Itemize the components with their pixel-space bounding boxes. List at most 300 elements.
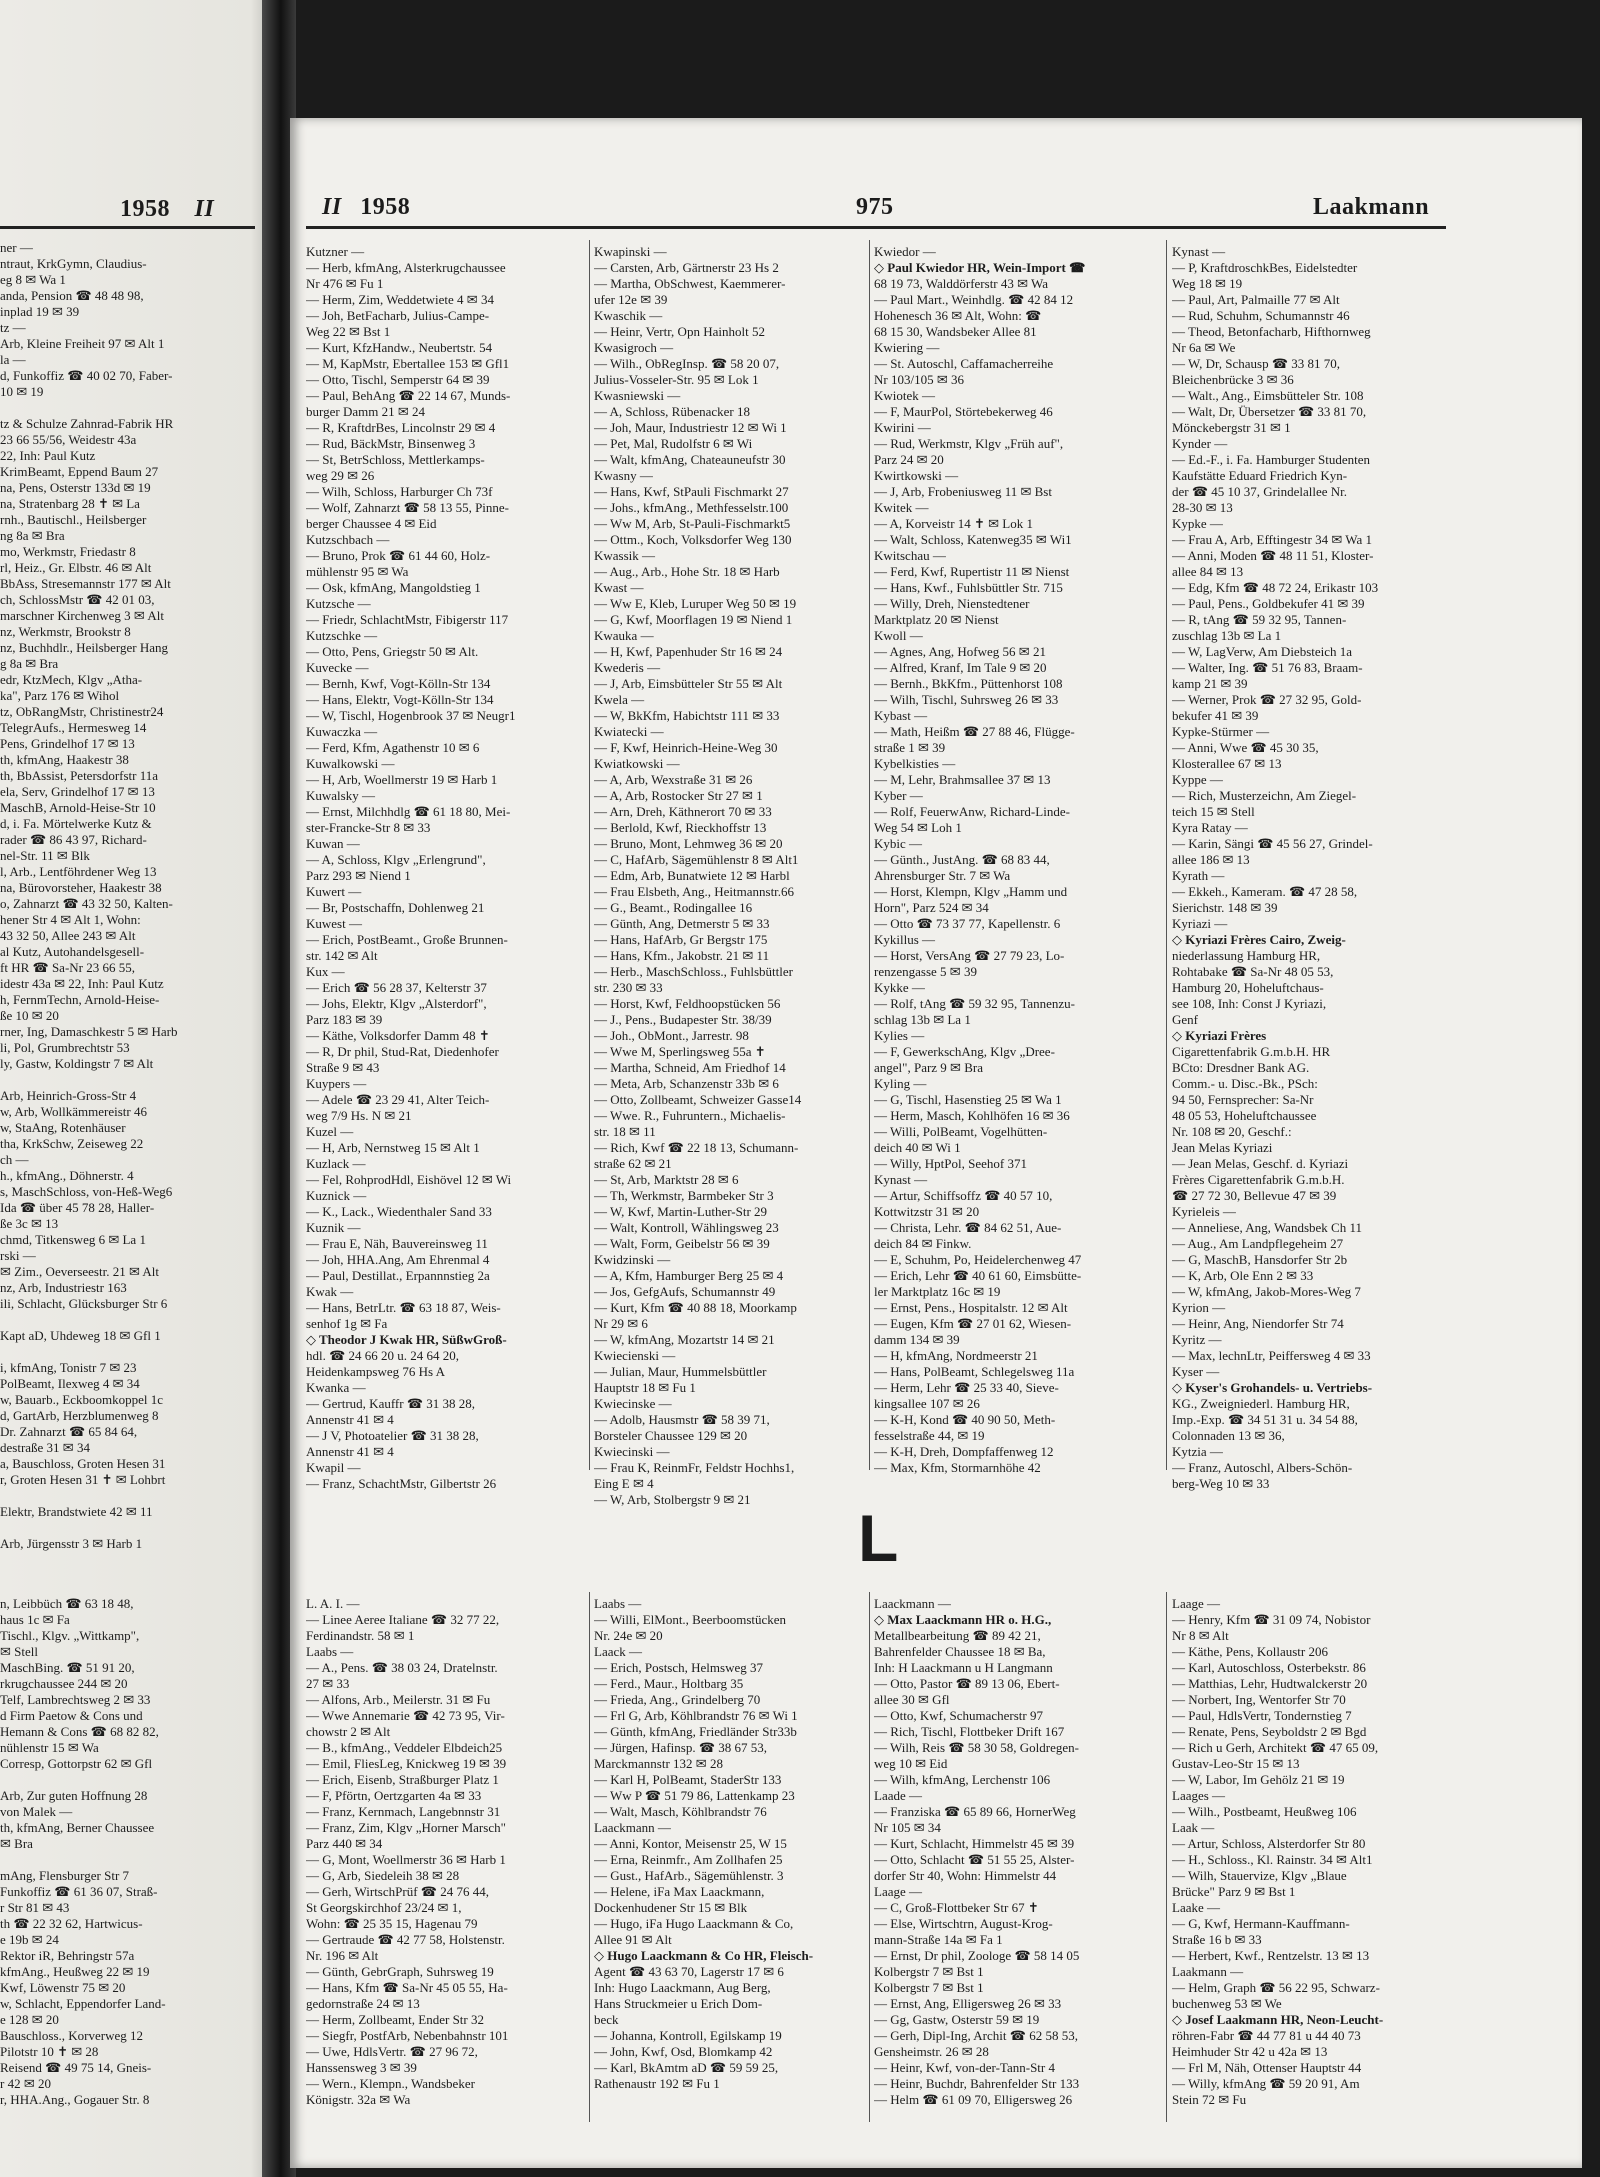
directory-entry-line: Eing E ✉ 4	[594, 1476, 654, 1491]
directory-entry-line: — Wilh, Tischl, Suhrsweg 26 ✉ 33	[874, 692, 1059, 707]
surname-heading: Kyriazi —	[1172, 916, 1228, 931]
surname-heading: Kypke-Stürmer —	[1172, 724, 1270, 739]
directory-entry-line: — Horst, VersAng ☎ 27 79 23, Lo-	[874, 948, 1065, 963]
directory-entry-line: anda, Pension ☎ 48 48 98,	[0, 288, 144, 303]
left-header-page: 1958	[120, 196, 170, 222]
directory-entry-line: — Ekkeh., Kameram. ☎ 47 28 58,	[1172, 884, 1358, 899]
directory-entry-line: kfmAng., Heußweg 22 ✉ 19	[0, 1964, 150, 1979]
directory-entry-line: — Ottm., Koch, Volksdorfer Weg 130	[594, 532, 792, 547]
surname-heading: Laack —	[594, 1644, 643, 1659]
directory-entry-line: — Wwe Annemarie ☎ 42 73 95, Vir-	[306, 1708, 505, 1723]
directory-entry-line: Ferdinandstr. 58 ✉ 1	[306, 1628, 415, 1643]
directory-entry-line: 27 ✉ 33	[306, 1676, 350, 1691]
directory-entry-line: — Paul, BehAng ☎ 22 14 67, Munds-	[306, 388, 511, 403]
surname-heading: Kuwaczka —	[306, 724, 378, 739]
header-section: II	[322, 194, 342, 220]
directory-entry-line: — A, Kfm, Hamburger Berg 25 ✉ 4	[594, 1268, 784, 1283]
directory-entry-line: — Helm ☎ 61 09 70, Elligersweg 26	[874, 2092, 1073, 2107]
left-page-edge	[0, 0, 285, 2177]
directory-entry-line: — Gerh, WirtschPrüf ☎ 24 76 44,	[306, 1884, 489, 1899]
directory-entry-line: ◇ Max Laackmann HR o. H.G.,	[874, 1612, 1052, 1627]
directory-entry-line: hener Str 4 ✉ Alt 1, Wohn:	[0, 912, 141, 927]
directory-entry-line: see 108, Inh: Const J Kyriazi,	[1172, 996, 1327, 1011]
directory-entry-line: — Willy, HptPol, Seehof 371	[874, 1156, 1027, 1171]
directory-entry-line: d Firm Paetow & Cons und	[0, 1708, 143, 1723]
directory-entry-line: allee 30 ✉ Gfl	[874, 1692, 950, 1707]
surname-heading: Kyrion —	[1172, 1300, 1226, 1315]
directory-entry-line: — Frl M, Näh, Ottenser Hauptstr 44	[1172, 2060, 1362, 2075]
directory-entry-line: Corresp, Gottorpstr 62 ✉ Gfl	[0, 1756, 153, 1771]
directory-entry-line: — Adolb, Hausmstr ☎ 58 39 71,	[594, 1412, 770, 1427]
directory-entry-line: — H, Kwf, Papenhuder Str 16 ✉ 24	[594, 644, 783, 659]
directory-entry-line: — Otto, Pastor ☎ 89 13 06, Ebert-	[874, 1676, 1060, 1691]
directory-entry-line: — Ferd, Kwf, Rupertistr 11 ✉ Nienst	[874, 564, 1070, 579]
surname-heading: Kyber —	[874, 788, 923, 803]
surname-heading: Laabs —	[306, 1644, 354, 1659]
directory-entry-line: — Herb., MaschSchloss., Fuhlsbüttler	[594, 964, 793, 979]
surname-heading: Kwast —	[594, 580, 644, 595]
directory-entry-line: — Edg, Kfm ☎ 48 72 24, Erikastr 103	[1172, 580, 1379, 595]
directory-entry-line: — W, BkKfm, Habichtstr 111 ✉ 33	[594, 708, 780, 723]
directory-entry-line: tz & Schulze Zahnrad-Fabrik HR	[0, 416, 174, 431]
directory-entry-line: weg 7/9 Hs. N ✉ 21	[306, 1108, 412, 1123]
directory-entry-line: — Walt., Ang., Eimsbütteler Str. 108	[1172, 388, 1364, 403]
column-divider	[589, 1592, 590, 2122]
directory-entry-line: Pens, Grindelhof 17 ✉ 13	[0, 736, 135, 751]
directory-entry-line: Weg 18 ✉ 19	[1172, 276, 1243, 291]
directory-entry-line: — J, Arb, Frobeniusweg 11 ✉ Bst	[874, 484, 1052, 499]
directory-entry-line: — Rolf, FeuerwAnw, Richard-Linde-	[874, 804, 1070, 819]
directory-entry-line: Frères Cigarettenfabrik G.m.b.H.	[1172, 1172, 1345, 1187]
directory-entry-line: — Wolf, Zahnarzt ☎ 58 13 55, Pinne-	[306, 500, 510, 515]
directory-entry-line: r Str 81 ✉ 43	[0, 1900, 70, 1915]
directory-entry-line: Mönckebergstr 31 ✉ 1	[1172, 420, 1291, 435]
surname-heading: Kutzner —	[306, 244, 365, 259]
directory-entry-line: — Franz, SchachtMstr, Gilbertstr 26	[306, 1476, 497, 1491]
surname-heading: Laabs —	[594, 1596, 642, 1611]
surname-heading: Kutzschke —	[306, 628, 378, 643]
directory-entry-line: — Ed.-F., i. Fa. Hamburger Studenten	[1172, 452, 1371, 467]
surname-heading: Laade —	[874, 1788, 923, 1803]
directory-entry-line: — Anni, Wwe ☎ 45 30 35,	[1172, 740, 1319, 755]
directory-entry-line: th, kfmAng, Berner Chaussee	[0, 1820, 155, 1835]
directory-entry-line: — Franziska ☎ 65 89 66, HornerWeg	[874, 1804, 1076, 1819]
directory-entry-line: — Th, Werkmstr, Barmbeker Str 3	[594, 1188, 774, 1203]
surname-heading: Kwaschik —	[594, 308, 663, 323]
directory-entry-line: — K, Arb, Ole Enn 2 ✉ 33	[1172, 1268, 1314, 1283]
directory-entry-line: — Ernst, Ang, Elligersweg 26 ✉ 33	[874, 1996, 1062, 2011]
directory-entry-line: — Wilh., ObRegInsp. ☎ 58 20 07,	[594, 356, 780, 371]
directory-entry-line: d, Funkoffiz ☎ 40 02 70, Faber-	[0, 368, 173, 383]
directory-entry-line: — Rich, Kwf ☎ 22 18 13, Schumann-	[594, 1140, 799, 1155]
surname-heading: Kyrieleis —	[1172, 1204, 1236, 1219]
surname-heading: Laage —	[874, 1884, 923, 1899]
directory-entry-line: deich 40 ✉ Wi 1	[874, 1140, 961, 1155]
directory-entry-line: — Erich, PostBeamt., Große Brunnen-	[306, 932, 508, 947]
directory-entry-line: Rathenaustr 192 ✉ Fu 1	[594, 2076, 720, 2091]
surname-heading: Kuwalkowski —	[306, 756, 395, 771]
directory-entry-line: Genf	[1172, 1012, 1198, 1027]
directory-entry-line	[0, 1852, 166, 1868]
directory-entry-line: Nr 105 ✉ 34	[874, 1820, 941, 1835]
directory-entry-line: allee 186 ✉ 13	[1172, 852, 1250, 867]
directory-entry-line: — Heinr, Ang, Niendorfer Str 74	[1172, 1316, 1344, 1331]
directory-entry-line: — Frau Elsbeth, Ang., Heitmannstr.66	[594, 884, 795, 899]
directory-entry-line: rl, Heiz., Gr. Elbstr. 46 ✉ Alt	[0, 560, 152, 575]
directory-entry-line: — G., Beamt., Rodingallee 16	[594, 900, 753, 915]
directory-entry-line: berger Chaussee 4 ✉ Eid	[306, 516, 437, 531]
directory-entry-line	[0, 1772, 166, 1788]
directory-entry-line: — Hans, BetrLtr. ☎ 63 18 87, Weis-	[306, 1300, 501, 1315]
left-page-lower-text	[0, 1596, 166, 2108]
directory-entry-line: l, Arb., Lentföhrdener Weg 13	[0, 864, 157, 879]
directory-entry-line: — Herbert, Kwf., Rentzelstr. 13 ✉ 13	[1172, 1948, 1370, 1963]
directory-entry-line: ng 8a ✉ Bra	[0, 528, 65, 543]
directory-entry-line: r, HHA.Ang., Gogauer Str. 8	[0, 2092, 150, 2107]
directory-entry-line: rner, Ing, Damaschkestr 5 ✉ Harb	[0, 1024, 178, 1039]
directory-entry-line: — Anneliese, Ang, Wandsbek Ch 11	[1172, 1220, 1362, 1235]
directory-entry-line: Kaufstätte Eduard Friedrich Kyn-	[1172, 468, 1348, 483]
surname-heading: Kuzlack —	[306, 1156, 366, 1171]
directory-entry-line: — Paul, Art, Palmaille 77 ✉ Alt	[1172, 292, 1340, 307]
directory-entry-line: Parz 183 ✉ 39	[306, 1012, 383, 1027]
directory-entry-line: — J., Pens., Budapester Str. 38/39	[594, 1012, 772, 1027]
directory-entry-line: al Kutz, Autohandelsgesell-	[0, 944, 145, 959]
directory-entry-line: — Meta, Arb, Schanzenstr 33b ✉ 6	[594, 1076, 779, 1091]
surname-heading: Kuwest —	[306, 916, 362, 931]
directory-entry-line: — Otto, Kwf, Schumacherstr 97	[874, 1708, 1043, 1723]
directory-entry-line: angel", Parz 9 ✉ Bra	[874, 1060, 983, 1075]
directory-entry-line: — Günth, kfmAng, Friedländer Str33b	[594, 1724, 797, 1739]
directory-entry-line: Rektor iR, Behringstr 57a	[0, 1948, 135, 1963]
directory-entry-line: Nr 476 ✉ Fu 1	[306, 276, 384, 291]
directory-entry-line: Kwf, Löwenstr 75 ✉ 20	[0, 1980, 126, 1995]
directory-entry-line: — Herm, Zollbeamt, Ender Str 32	[306, 2012, 484, 2027]
directory-entry-line: — Helm, Graph ☎ 56 22 95, Schwarz-	[1172, 1980, 1380, 1995]
directory-entry-line: w, Bauarb., Eckboomkoppel 1c	[0, 1392, 164, 1407]
page-header-left	[322, 194, 410, 221]
directory-entry-line: — Walt, Kontroll, Wählingsweg 23	[594, 1220, 779, 1235]
directory-entry-line: Hanssensweg 3 ✉ 39	[306, 2060, 417, 2075]
directory-entry-line: Nr. 24e ✉ 20	[594, 1628, 663, 1643]
directory-entry-line: 94 50, Fernsprecher: Sa-Nr	[1172, 1092, 1314, 1107]
directory-entry-line	[0, 1344, 178, 1360]
directory-entry-line: — C, Groß-Flottbeker Str 67 ✝	[874, 1900, 1039, 1915]
surname-heading: Kuypers —	[306, 1076, 367, 1091]
directory-entry-line: — Erich, Postsch, Helmsweg 37	[594, 1660, 763, 1675]
directory-entry-line: — Rich u Gerh, Architekt ☎ 47 65 09,	[1172, 1740, 1379, 1755]
directory-entry-line: — C, HafArb, Sägemühlenstr 8 ✉ Alt1	[594, 852, 799, 867]
surname-heading: Kuwert —	[306, 884, 362, 899]
directory-entry-line: — H, Arb, Nernstweg 15 ✉ Alt 1	[306, 1140, 480, 1155]
directory-entry-line: — Franz, Kernmach, Langebnnstr 31	[306, 1804, 501, 1819]
directory-entry-line: — Martha, ObSchwest, Kaemmerer-	[594, 276, 786, 291]
surname-heading: Kwiedor —	[874, 244, 936, 259]
directory-entry-line: — Theod, Betonfacharb, Hifthornweg	[1172, 324, 1371, 339]
directory-entry-line: — Käthe, Volksdorfer Damm 48 ✝	[306, 1028, 490, 1043]
directory-entry-line: — A, Arb, Wexstraße 31 ✉ 26	[594, 772, 753, 787]
surname-heading: Kuznick —	[306, 1188, 367, 1203]
directory-entry-line: — Karl, Autoschloss, Osterbekstr. 86	[1172, 1660, 1366, 1675]
surname-heading: Kyser —	[1172, 1364, 1220, 1379]
directory-entry-line: Colonnaden 13 ✉ 36,	[1172, 1428, 1285, 1443]
directory-entry-line: — A, Korveistr 14 ✝ ✉ Lok 1	[874, 516, 1033, 531]
directory-entry-line: mAng, Flensburger Str 7	[0, 1868, 130, 1883]
surname-heading: Kuvecke —	[306, 660, 369, 675]
directory-entry-line: ße 10 ✉ 20	[0, 1008, 59, 1023]
directory-entry-line: — Bruno, Mont, Lehmweg 36 ✉ 20	[594, 836, 783, 851]
directory-entry-line: — Erich, Eisenb, Straßburger Platz 1	[306, 1772, 499, 1787]
directory-entry-line: ☎ 27 72 30, Bellevue 47 ✉ 39	[1172, 1188, 1337, 1203]
directory-entry-line: — H, kfmAng, Nordmeerstr 21	[874, 1348, 1038, 1363]
directory-entry-line: nz, Arb, Industriestr 163	[0, 1280, 127, 1295]
directory-entry-line: — Ernst, Milchhdlg ☎ 61 18 80, Mei-	[306, 804, 511, 819]
entries-column-4-lower	[1172, 1596, 1452, 2108]
directory-entry-line: — Osk, kfmAng, Mangoldstieg 1	[306, 580, 481, 595]
directory-entry-line: teich 15 ✉ Stell	[1172, 804, 1255, 819]
surname-heading: Kynder —	[1172, 436, 1228, 451]
directory-entry-line: — J V, Photoatelier ☎ 31 38 28,	[306, 1428, 479, 1443]
directory-entry-line: — W, Tischl, Hogenbrook 37 ✉ Neugr1	[306, 708, 516, 723]
surname-heading: Kwidzinski —	[594, 1252, 671, 1267]
directory-entry-line: — Rud, BäckMstr, Binsenweg 3	[306, 436, 476, 451]
directory-entry-line: ◇ Kyriazi Frères	[1172, 1028, 1267, 1043]
directory-entry-line: — Johanna, Kontroll, Egilskamp 19	[594, 2028, 782, 2043]
left-header-section: II	[194, 196, 215, 222]
directory-entry-line: — P, KraftdroschkBes, Eidelstedter	[1172, 260, 1358, 275]
directory-entry-line: w, Schlacht, Eppendorfer Land-	[0, 1996, 166, 2011]
surname-heading: Kwitschau —	[874, 548, 946, 563]
directory-entry-line: — Anni, Kontor, Meisenstr 25, W 15	[594, 1836, 787, 1851]
directory-entry-line: Annenstr 41 ✉ 4	[306, 1412, 394, 1427]
directory-entry-line: — R, Dr phil, Stud-Rat, Diedenhofer	[306, 1044, 499, 1059]
directory-entry-line: mo, Werkmstr, Friedastr 8	[0, 544, 136, 559]
surname-heading: Kwasny —	[594, 468, 653, 483]
directory-entry-line: Hemann & Cons ☎ 68 82 82,	[0, 1724, 159, 1739]
directory-entry-line: str. 142 ✉ Alt	[306, 948, 378, 963]
directory-entry-line: — Herm, Zim, Weddetwiete 4 ✉ 34	[306, 292, 494, 307]
column-divider	[869, 240, 870, 1470]
directory-entry-line: weg 29 ✉ 26	[306, 468, 375, 483]
directory-entry-line: — R, tAng ☎ 59 32 95, Tannen-	[1172, 612, 1347, 627]
directory-entry-line: — G, Mont, Woellmerstr 36 ✉ Harb 1	[306, 1852, 506, 1867]
directory-entry-line: r 42 ✉ 20	[0, 2076, 51, 2091]
directory-entry-line: Brücke" Parz 9 ✉ Bst 1	[1172, 1884, 1296, 1899]
directory-entry-line: nz, Werkmstr, Brookstr 8	[0, 624, 131, 639]
directory-entry-line: renzengasse 5 ✉ 39	[874, 964, 977, 979]
surname-heading: Kyrath —	[1172, 868, 1225, 883]
directory-entry-line: r, Groten Hesen 31 ✝ ✉ Lohbrt	[0, 1472, 166, 1487]
directory-entry-line: Königstr. 32a ✉ Wa	[306, 2092, 411, 2107]
directory-entry-line: Pilotstr 10 ✝ ✉ 28	[0, 2044, 99, 2059]
directory-entry-line: — Otto ☎ 73 37 77, Kapellenstr. 6	[874, 916, 1061, 931]
directory-entry-line: — Bernh, Kwf, Vogt-Kölln-Str 134	[306, 676, 491, 691]
directory-entry-line: edr, KtzMech, Klgv „Atha-	[0, 672, 143, 687]
directory-entry-line: Arb, Heinrich-Gross-Str 4	[0, 1088, 137, 1103]
directory-entry-line: Straße 9 ✉ 43	[306, 1060, 380, 1075]
directory-entry-line: Elektr, Brandstwiete 42 ✉ 11	[0, 1504, 153, 1519]
directory-entry-line: — Erna, Reinmfr., Am Zollhafen 25	[594, 1852, 783, 1867]
directory-entry-line: kingsallee 107 ✉ 26	[874, 1396, 980, 1411]
directory-entry-line: — Gg, Gastw, Osterstr 59 ✉ 19	[874, 2012, 1040, 2027]
directory-entry-line: BbAss, Stresemannstr 177 ✉ Alt	[0, 576, 171, 591]
directory-entry-line: — Walt, Dr, Übersetzer ☎ 33 81 70,	[1172, 404, 1367, 419]
directory-entry-line: weg 10 ✉ Eid	[874, 1756, 948, 1771]
directory-entry-line: ly, Gastw, Koldingstr 7 ✉ Alt	[0, 1056, 154, 1071]
entries-column-2-lower	[594, 1596, 866, 2092]
directory-entry-line: na, Pens, Osterstr 133d ✉ 19	[0, 480, 151, 495]
surname-heading: Laackmann —	[874, 1596, 951, 1611]
directory-entry-line: rski —	[0, 1248, 36, 1263]
directory-entry-line: — Frau E, Näh, Bauvereinsweg 11	[306, 1236, 488, 1251]
directory-entry-line: Imp.-Exp. ☎ 34 51 31 u. 34 54 88,	[1172, 1412, 1358, 1427]
directory-entry-line: — Kurt, Kfm ☎ 40 88 18, Moorkamp	[594, 1300, 797, 1315]
directory-entry-line: Arb, Zur guten Hoffnung 28	[0, 1788, 148, 1803]
directory-entry-line: — G, Arb, Siedeleih 38 ✉ 28	[306, 1868, 460, 1883]
directory-entry-line: tha, KrkSchw, Zeiseweg 22	[0, 1136, 144, 1151]
directory-entry-line: — Heinr, Kwf, von-der-Tann-Str 4	[874, 2060, 1055, 2075]
directory-entry-line: Tischl., Klgv. „Wittkamp",	[0, 1628, 140, 1643]
directory-entry-line: — Max, lechnLtr, Peiffersweg 4 ✉ 33	[1172, 1348, 1371, 1363]
directory-entry-line: — Johs., kfmAng., Methfesselstr.100	[594, 500, 789, 515]
directory-entry-line: — Otto, Schlacht ☎ 51 55 25, Alster-	[874, 1852, 1075, 1867]
directory-entry-line: — W, Arb, Stolbergstr 9 ✉ 21	[594, 1492, 751, 1507]
entries-column-1	[306, 244, 586, 1492]
directory-entry-line: — Karl, BkAmtm aD ☎ 59 59 25,	[594, 2060, 779, 2075]
directory-entry-line: TelegrAufs., Hermesweg 14	[0, 720, 147, 735]
directory-entry-line: Metallbearbeitung ☎ 89 42 21,	[874, 1628, 1041, 1643]
directory-entry-line: kamp 21 ✉ 39	[1172, 676, 1248, 691]
directory-entry-line: tz, ObRangMstr, Christinestr24	[0, 704, 164, 719]
directory-entry-line: — A, Arb, Rostocker Str 27 ✉ 1	[594, 788, 763, 803]
directory-entry-line	[0, 400, 178, 416]
directory-entry-line: Funkoffiz ☎ 61 36 07, Straß-	[0, 1884, 158, 1899]
surname-heading: Kynast —	[874, 1172, 928, 1187]
directory-entry-line: — Walter, Ing. ☎ 51 76 83, Braam-	[1172, 660, 1363, 675]
directory-entry-line: — Walt, Form, Geibelstr 56 ✉ 39	[594, 1236, 770, 1251]
directory-entry-line: beck	[594, 2012, 619, 2027]
directory-entry-line: ✉ Zim., Oeverseestr. 21 ✉ Alt	[0, 1264, 159, 1279]
directory-entry-line: s, MaschSchloss, von-Heß-Weg6	[0, 1184, 173, 1199]
directory-entry-line: Nr 8 ✉ Alt	[1172, 1628, 1229, 1643]
directory-entry-line: straße 1 ✉ 39	[874, 740, 946, 755]
surname-heading: Kyritz —	[1172, 1332, 1222, 1347]
directory-entry-line: — Herb, kfmAng, Alsterkrugchaussee	[306, 260, 506, 275]
directory-entry-line: — St. Autoschl, Caffamacherreihe	[874, 356, 1054, 371]
directory-entry-line: i, kfmAng, Tonistr 7 ✉ 23	[0, 1360, 137, 1375]
directory-entry-line: — G, Kwf, Moorflagen 19 ✉ Niend 1	[594, 612, 793, 627]
directory-entry-line: — Rich, Musterzeichn, Am Ziegel-	[1172, 788, 1357, 803]
surname-heading: Kwauka —	[594, 628, 654, 643]
directory-entry-line: buchenweg 53 ✉ We	[1172, 1996, 1282, 2011]
directory-entry-line: — Bernh., BkKfm., Püttenhorst 108	[874, 676, 1063, 691]
directory-entry-line: 48 05 53, Hoheluftchaussee	[1172, 1108, 1317, 1123]
directory-entry-line: Hohenesch 36 ✉ Alt, Wohn: ☎	[874, 308, 1042, 323]
surname-heading: Kwapil —	[306, 1460, 361, 1475]
directory-entry-line: schlag 13b ✉ La 1	[874, 1012, 971, 1027]
directory-entry-line: hdl. ☎ 24 66 20 u. 24 64 20,	[306, 1348, 460, 1363]
directory-entry-line: — Bruno, Prok ☎ 61 44 60, Holz-	[306, 548, 491, 563]
directory-entry-line: — Joh, Maur, Industriestr 12 ✉ Wi 1	[594, 420, 787, 435]
directory-entry-line: — Artur, Schloss, Alsterdorfer Str 80	[1172, 1836, 1366, 1851]
directory-entry-line: — G, MaschB, Hansdorfer Str 2b	[1172, 1252, 1348, 1267]
directory-entry-line: ft HR ☎ Sa-Nr 23 66 55,	[0, 960, 135, 975]
directory-entry-line: — Joh, HHA.Ang, Am Ehrenmal 4	[306, 1252, 490, 1267]
directory-entry-line: — Frl G, Arb, Köhlbrandstr 76 ✉ Wi 1	[594, 1708, 798, 1723]
directory-entry-line: — H, Arb, Woellmerstr 19 ✉ Harb 1	[306, 772, 498, 787]
directory-entry-line: — Paul, Pens., Goldbekufer 41 ✉ 39	[1172, 596, 1365, 611]
directory-entry-line: ◇ Kyriazi Frères Cairo, Zweig-	[1172, 932, 1346, 947]
directory-entry-line: — Alfons, Arb., Meilerstr. 31 ✉ Fu	[306, 1692, 491, 1707]
directory-entry-line: Comm.- u. Disc.-Bk., PSch:	[1172, 1076, 1318, 1091]
directory-entry-line: Wohn: ☎ 25 35 15, Hagenau 79	[306, 1916, 478, 1931]
directory-entry-line: a, Bauschloss, Groten Hesen 31	[0, 1456, 166, 1471]
directory-entry-line: ch —	[0, 1152, 29, 1167]
directory-entry-line: Borsteler Chaussee 129 ✉ 20	[594, 1428, 748, 1443]
header-year: 1958	[360, 194, 411, 220]
directory-entry-line: Gensheimstr. 26 ✉ 28	[874, 2044, 989, 2059]
directory-entry-line: mühlenstr 95 ✉ Wa	[306, 564, 409, 579]
directory-entry-line: — Gertrud, Kauffr ☎ 31 38 28,	[306, 1396, 476, 1411]
directory-entry-line: röhren-Fabr ☎ 44 77 81 u 44 40 73	[1172, 2028, 1361, 2043]
directory-entry-line: deich 84 ✉ Finkw.	[874, 1236, 972, 1251]
directory-entry-line: — E, Schuhm, Po, Heidelerchenweg 47	[874, 1252, 1082, 1267]
surname-heading: Laak —	[1172, 1820, 1215, 1835]
surname-heading: Kwitek —	[874, 500, 929, 515]
directory-entry-line: — W, kfmAng, Jakob-Mores-Weg 7	[1172, 1284, 1361, 1299]
directory-entry-line: — Erich, Lehr ☎ 40 61 60, Eimsbütte-	[874, 1268, 1082, 1283]
entries-column-1-lower	[306, 1596, 586, 2108]
directory-entry-line: str. 18 ✉ 11	[594, 1124, 656, 1139]
directory-entry-line: — Joh, BetFacharb, Julius-Campe-	[306, 308, 490, 323]
directory-entry-line: damm 134 ✉ 39	[874, 1332, 960, 1347]
directory-entry-line: der ☎ 45 10 37, Grindelallee Nr.	[1172, 484, 1348, 499]
surname-heading: Kykillus —	[874, 932, 936, 947]
directory-entry-line: — Renate, Pens, Seyboldstr 2 ✉ Bgd	[1172, 1724, 1367, 1739]
directory-entry-line: Arb, Kleine Freiheit 97 ✉ Alt 1	[0, 336, 165, 351]
directory-entry-line: w, StaAng, Rotenhäuser	[0, 1120, 126, 1135]
directory-entry-line: ße 3c ✉ 13	[0, 1216, 59, 1231]
directory-entry-line: Kolbergstr 7 ✉ Bst 1	[874, 1980, 984, 1995]
surname-heading: Kyppe —	[1172, 772, 1223, 787]
directory-entry-line: — H., Schloss., Kl. Rainstr. 34 ✉ Alt1	[1172, 1852, 1373, 1867]
directory-entry-line: Nr 29 ✉ 6	[594, 1316, 648, 1331]
directory-entry-line	[0, 1072, 178, 1088]
directory-entry-line: — W, kfmAng, Mozartstr 14 ✉ 21	[594, 1332, 775, 1347]
directory-entry-line: — Rolf, tAng ☎ 59 32 95, Tannenzu-	[874, 996, 1075, 1011]
directory-entry-line: ster-Francke-Str 8 ✉ 33	[306, 820, 431, 835]
directory-entry-line: — Otto, Tischl, Semperstr 64 ✉ 39	[306, 372, 490, 387]
directory-entry-line: Jean Melas Kyriazi	[1172, 1140, 1273, 1155]
surname-heading: Kutzschbach —	[306, 532, 390, 547]
surname-heading: Kyra Ratay —	[1172, 820, 1248, 835]
directory-entry-line: ◇ Paul Kwiedor HR, Wein-Import ☎	[874, 260, 1086, 275]
directory-entry-line: Sierichstr. 148 ✉ 39	[1172, 900, 1278, 915]
directory-entry-line: — St, Arb, Marktstr 28 ✉ 6	[594, 1172, 739, 1187]
directory-entry-line: — Willy, Dreh, Nienstedtener	[874, 596, 1030, 611]
directory-entry-line: — Adele ☎ 23 29 41, Alter Teich-	[306, 1092, 490, 1107]
directory-entry-line: Ahrensburger Str. 7 ✉ Wa	[874, 868, 1011, 883]
directory-entry-line: Inh: H Laackmann u H Langmann	[874, 1660, 1053, 1675]
directory-entry-line: th, kfmAng, Haakestr 38	[0, 752, 129, 767]
directory-entry-line: — Hans, Kfm., Jakobstr. 21 ✉ 11	[594, 948, 770, 963]
directory-entry-line: — F, MaurPol, Störtebekerweg 46	[874, 404, 1053, 419]
directory-entry-line: von Malek —	[0, 1804, 73, 1819]
directory-entry-line: — Martha, Schneid, Am Friedhof 14	[594, 1060, 786, 1075]
section-letter: L	[858, 1501, 899, 1575]
surname-heading: Kwiecienski —	[594, 1348, 676, 1363]
directory-entry-line: — Ernst, Dr phil, Zoologe ☎ 58 14 05	[874, 1948, 1080, 1963]
